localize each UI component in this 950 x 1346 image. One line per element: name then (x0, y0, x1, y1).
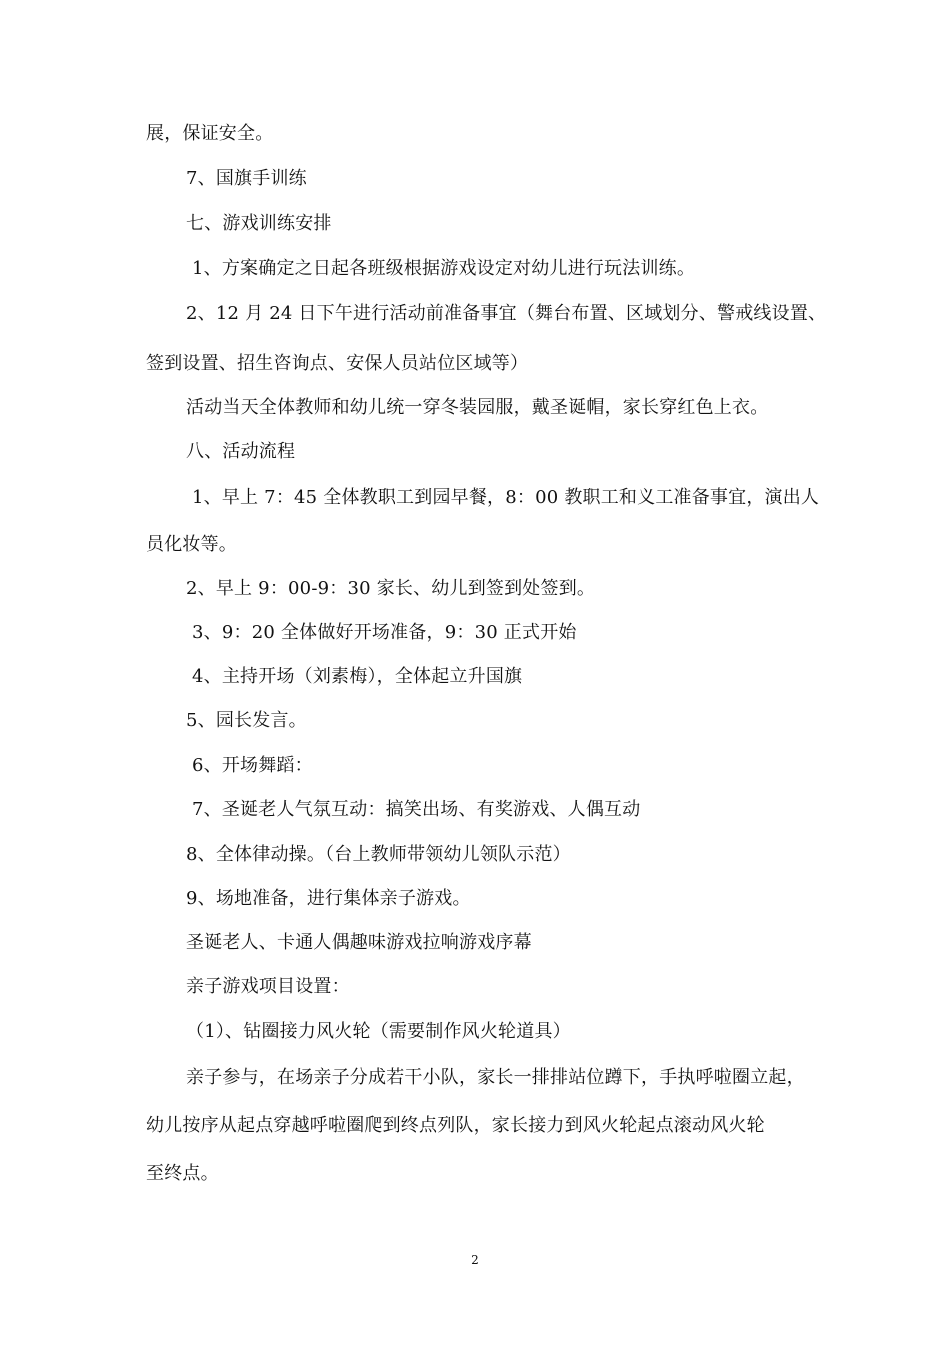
paragraph-line-12: 3、9：20 全体做好开场准备，9：30 正式开始 (192, 622, 577, 643)
paragraph-line-4: 1、方案确定之日起各班级根据游戏设定对幼儿进行玩法训练。 (192, 258, 696, 279)
paragraph-line-1: 展，保证安全。 (146, 123, 274, 144)
paragraph-line-14: 5、园长发言。 (186, 710, 307, 731)
section-heading-7: 七、游戏训练安排 (186, 213, 332, 234)
paragraph-line-22: 亲子参与，在场亲子分成若干小队，家长一排排站位蹲下，手执呼啦圈立起， (186, 1067, 805, 1088)
paragraph-line-20: 亲子游戏项目设置： (186, 976, 350, 997)
paragraph-line-17: 8、全体律动操。（台上教师带领幼儿领队示范） (186, 844, 571, 865)
paragraph-line-24: 至终点。 (146, 1163, 219, 1184)
paragraph-line-10: 员化妆等。 (146, 534, 237, 555)
paragraph-line-18: 9、场地准备，进行集体亲子游戏。 (186, 888, 471, 909)
paragraph-line-13: 4、主持开场（刘素梅），全体起立升国旗 (192, 666, 523, 687)
section-heading-8: 八、活动流程 (186, 441, 296, 462)
paragraph-line-9: 1、早上 7：45 全体教职工到园早餐，8：00 教职工和义工准备事宜，演出人 (192, 487, 820, 508)
paragraph-line-5: 2、12 月 24 日下午进行活动前准备事宜（舞台布置、区域划分、警戒线设置、 (186, 303, 827, 324)
paragraph-line-23: 幼儿按序从起点穿越呼啦圈爬到终点列队，家长接力到风火轮起点滚动风火轮 (146, 1115, 765, 1136)
paragraph-line-7: 活动当天全体教师和幼儿统一穿冬装园服，戴圣诞帽，家长穿红色上衣。 (186, 397, 769, 418)
page-number: 2 (471, 1253, 479, 1267)
paragraph-line-19: 圣诞老人、卡通人偶趣味游戏拉响游戏序幕 (186, 932, 532, 953)
paragraph-line-21: （1）、钻圈接力风火轮（需要制作风火轮道具） (186, 1021, 571, 1042)
paragraph-line-6: 签到设置、招生咨询点、安保人员站位区域等） (146, 353, 529, 374)
paragraph-line-11: 2、早上 9：00-9：30 家长、幼儿到签到处签到。 (186, 578, 596, 599)
paragraph-line-15: 6、开场舞蹈： (192, 755, 313, 776)
paragraph-line-2: 7、国旗手训练 (186, 168, 307, 189)
paragraph-line-16: 7、圣诞老人气氛互动：搞笑出场、有奖游戏、人偶互动 (192, 799, 641, 820)
